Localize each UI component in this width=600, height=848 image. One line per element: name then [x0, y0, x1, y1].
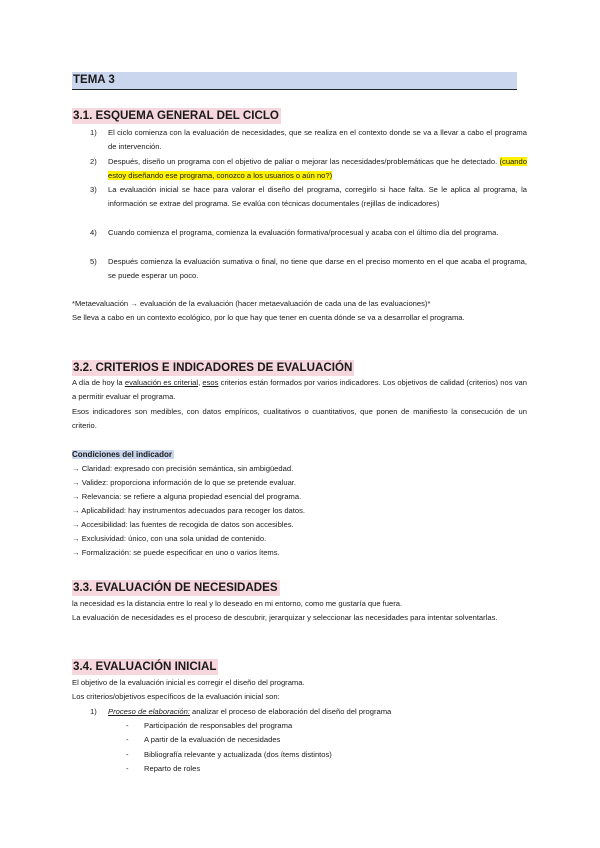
list-number: 4)	[90, 228, 97, 237]
paragraph: la necesidad es la distancia entre lo real y lo deseado en mi entorno, como me gustaría que fuera.	[72, 599, 403, 608]
bullet: -	[126, 764, 129, 773]
subheading-conditions: Condiciones del indicador	[72, 450, 173, 459]
list-number: 3)	[90, 185, 97, 194]
sub-list-item: Participación de responsables del programa	[144, 721, 293, 730]
context-note: Se lleva a cabo en un contexto ecológico, por lo que hay que tener en cuenta dónde se va a desarrollar el programa.	[72, 313, 465, 322]
section-heading-3-1: 3.1. ESQUEMA GENERAL DEL CICLO	[73, 109, 279, 122]
paragraph: A día de hoy la evaluación es criterial, esos criterios están formados por varios indicadores. Los objetivos de calidad (criterios) nos van a permitir evaluar el programa.	[72, 378, 527, 402]
list-number: 2)	[90, 157, 97, 166]
condition-item: → Relevancia: se refiere a alguna propiedad esencial del programa.	[72, 492, 302, 501]
list-number: 1)	[90, 707, 97, 716]
sub-list-item: Reparto de roles	[144, 764, 201, 773]
paragraph: La evaluación de necesidades es el proceso de descubrir, jerarquizar y seleccionar las necesidades para intentar solventarlas.	[72, 613, 498, 622]
section-heading-3-4: 3.4. EVALUACIÓN INICIAL	[73, 660, 217, 673]
sub-list-item: A partir de la evaluación de necesidades	[144, 735, 281, 744]
list-item: Cuando comienza el programa, comienza la evaluación formativa/procesual y acaba con el último día del programa.	[108, 228, 499, 237]
list-item: Después, diseño un programa con el objetivo de paliar o mejorar las necesidades/problemáticas que he detectado. (cuando estoy diseñando ese programa, conozco a los usuarios o aún no?)	[108, 157, 527, 181]
bullet: -	[126, 750, 129, 759]
paragraph: El objetivo de la evaluación inicial es corregir el diseño del programa.	[72, 678, 305, 687]
list-number: 1)	[90, 128, 97, 137]
section-heading-3-2: 3.2. CRITERIOS E INDICADORES DE EVALUACIÓN	[73, 361, 353, 374]
condition-item: → Validez: proporciona información de lo que se pretende evaluar.	[72, 478, 297, 487]
list-item: La evaluación inicial se hace para valorar el diseño del programa, corregirlo si hace falta. Se le aplica al programa, la información se extrae del programa. Se evalúa con técnicas documentales (rejillas de indicadores)	[108, 185, 527, 209]
bullet: -	[126, 721, 129, 730]
paragraph: Los criterios/objetivos específicos de la evaluación inicial son:	[72, 692, 280, 701]
condition-item: → Accesibilidad: las fuentes de recogida de datos son accesibles.	[72, 520, 294, 529]
condition-item: → Claridad: expresado con precisión semántica, sin ambigüedad.	[72, 464, 294, 473]
section-heading-3-3: 3.3. EVALUACIÓN DE NECESIDADES	[73, 581, 278, 594]
condition-item: → Aplicabilidad: hay instrumentos adecuados para recoger los datos.	[72, 506, 306, 515]
highlighted-question: (cuando estoy diseñando ese programa, conozco a los usuarios o aún no?)	[108, 157, 527, 181]
paragraph: Esos indicadores son medibles, con datos empíricos, cualitativos o cuantitativos, que ponen de manifiesto la consecución de un criterio.	[72, 407, 527, 431]
list-item: Después comienza la evaluación sumativa o final, no tiene que darse en el preciso momento en el que acaba el programa, se puede esperar un poco.	[108, 257, 527, 281]
metaevaluation-note: *Metaevaluación → evaluación de la evaluación (hacer metaevaluación de cada una de las evaluaciones)*	[72, 299, 431, 308]
bullet: -	[126, 735, 129, 744]
page-title: TEMA 3	[72, 72, 517, 90]
sub-list-item: Bibliografía relevante y actualizada (dos ítems distintos)	[144, 750, 332, 759]
list-item: Proceso de elaboración: analizar el proceso de elaboración del diseño del programa	[108, 707, 392, 716]
condition-item: → Exclusividad: único, con una sola unidad de contenido.	[72, 534, 267, 543]
condition-item: → Formalización: se puede especificar en uno o varios ítems.	[72, 548, 280, 557]
list-item: El ciclo comienza con la evaluación de necesidades, que se realiza en el contexto donde se va a llevar a cabo el programa de intervención.	[108, 128, 527, 152]
list-number: 5)	[90, 257, 97, 266]
